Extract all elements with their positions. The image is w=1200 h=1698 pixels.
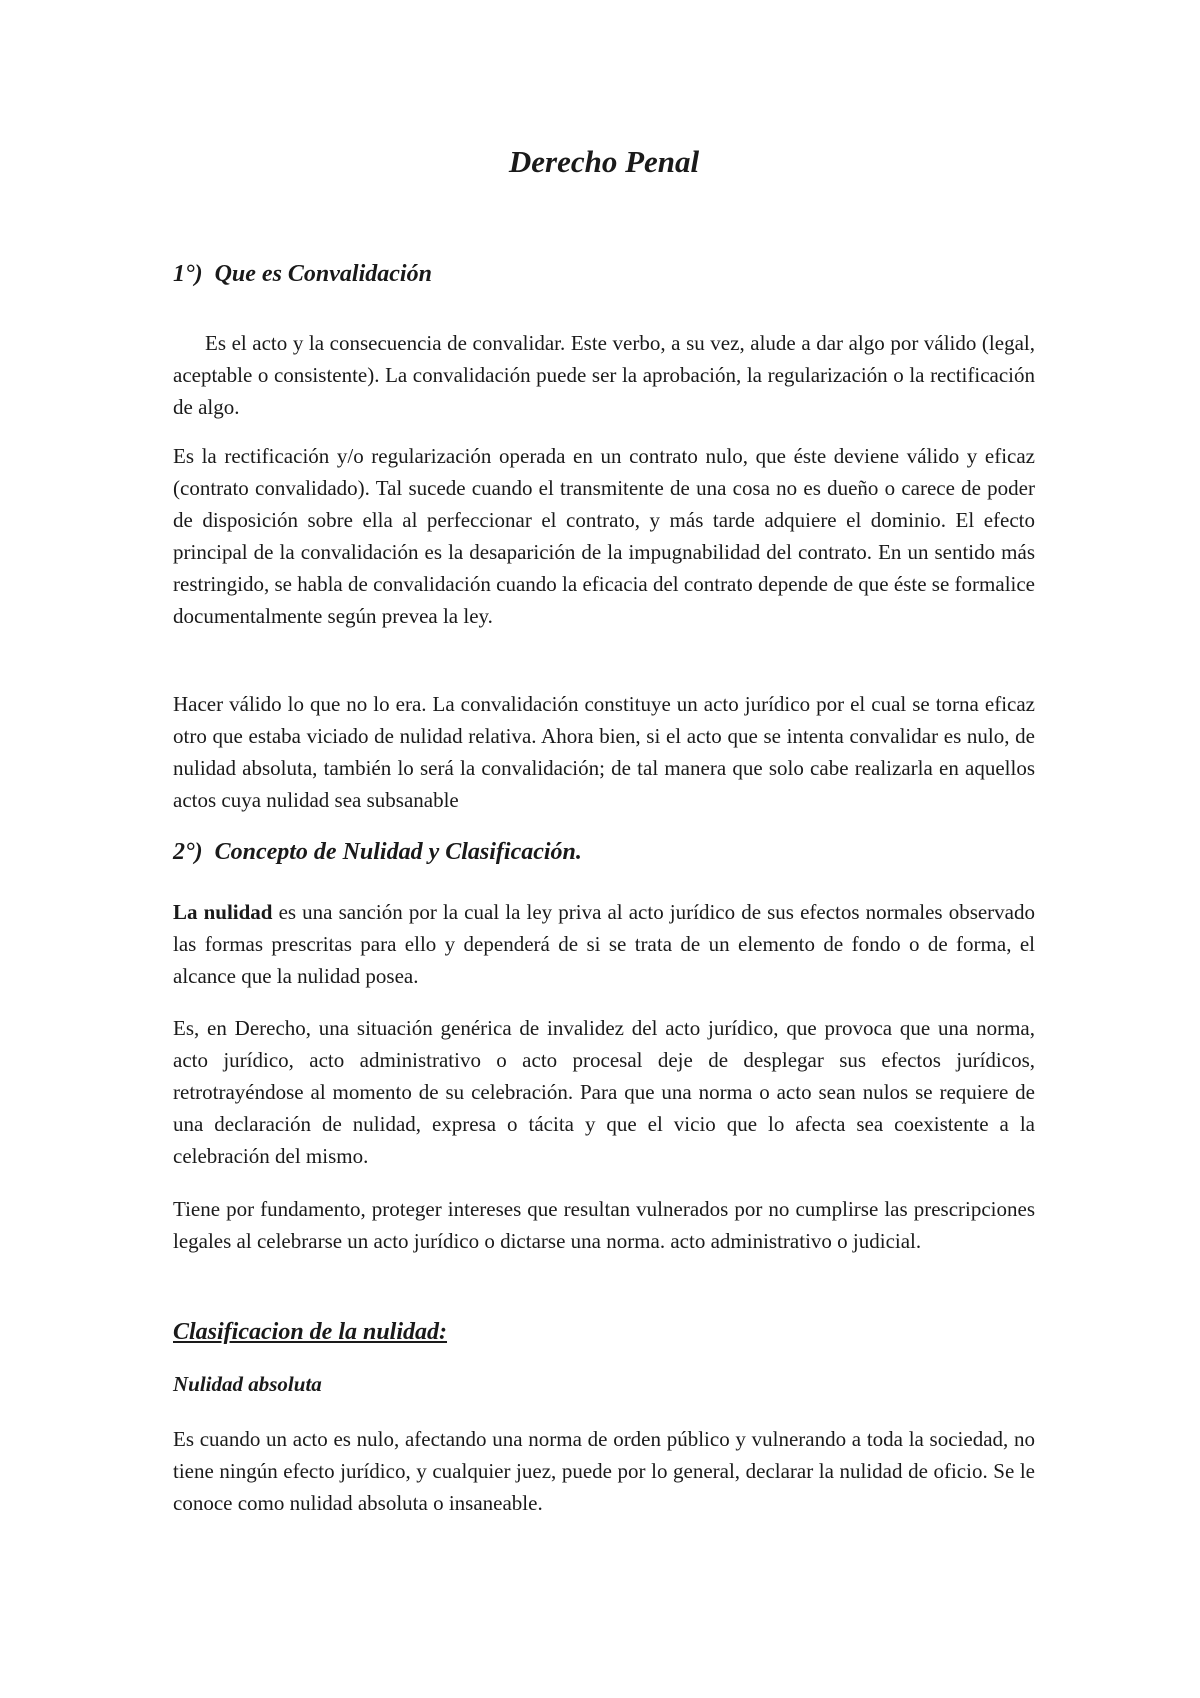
paragraph: Es la rectificación y/o regularización operada en un contrato nulo, que éste deviene válido y eficaz (contrato convalidado). Tal sucede cuando el transmitente de una cosa no es dueño o carece de poder de disposición sobre ella al perfeccionar el contrato, y más tarde adquiere el dominio. El efecto principal de la convalidación es la desaparición de la impugnabilidad del contrato. En un sentido más restringido, se habla de convalidación cuando la eficacia del contrato depende de que éste se formalice documentalmente según prevea la ley.	[173, 444, 1035, 628]
section-1-title: Que es Convalidación	[214, 261, 432, 287]
paragraph: Es, en Derecho, una situación genérica de invalidez del acto jurídico, que provoca que una norma, acto jurídico, acto administrativo o acto procesal deje de desplegar sus efectos jurídicos, retrotrayéndose al momento de su celebración. Para que una norma o acto sean nulos se requiere de una declaración de nulidad, expresa o tácita y que el vicio que lo afecta sea coexistente a la celebración del mismo.	[173, 1016, 1035, 1168]
paragraph: Tiene por fundamento, proteger intereses que resultan vulnerados por no cumplirse las prescripciones legales al celebrarse un acto jurídico o dictarse una norma. acto administrativo o judicial.	[173, 1197, 1035, 1253]
section-1-heading	[173, 260, 432, 289]
paragraph-text: es una sanción por la cual la ley priva al acto jurídico de sus efectos normales observado las formas prescritas para ello y dependerá de si se trata de un elemento de fondo o de forma, el alcance que la nulidad posea.	[173, 900, 1035, 988]
classification-heading: Clasificacion de la nulidad:	[173, 1319, 448, 1345]
document-title: Derecho Penal	[508, 144, 700, 179]
paragraph: Es el acto y la consecuencia de convalidar. Este verbo, a su vez, alude a dar algo por válido (legal, aceptable o consistente). La convalidación puede ser la aprobación, la regularización o la rectificación de algo.	[173, 331, 1035, 419]
section-2-heading	[173, 838, 582, 867]
term-nulidad: La nulidad	[173, 900, 273, 924]
classification-subheading: Nulidad absoluta	[173, 1372, 322, 1396]
paragraph: Es cuando un acto es nulo, afectando una norma de orden público y vulnerando a toda la sociedad, no tiene ningún efecto jurídico, y cualquier juez, puede por lo general, declarar la nulidad de oficio. Se le conoce como nulidad absoluta o insaneable.	[173, 1427, 1035, 1515]
section-2-number: 2°)	[173, 839, 203, 865]
paragraph	[173, 896, 1035, 992]
section-2-title: Concepto de Nulidad y Clasificación.	[214, 839, 582, 865]
paragraph: Hacer válido lo que no lo era. La convalidación constituye un acto jurídico por el cual se torna eficaz otro que estaba viciado de nulidad relativa. Ahora bien, si el acto que se intenta convalidar es nulo, de nulidad absoluta, también lo será la convalidación; de tal manera que solo cabe realizarla en aquellos actos cuya nulidad sea subsanable	[173, 692, 1035, 812]
section-1-number: 1°)	[173, 261, 203, 287]
